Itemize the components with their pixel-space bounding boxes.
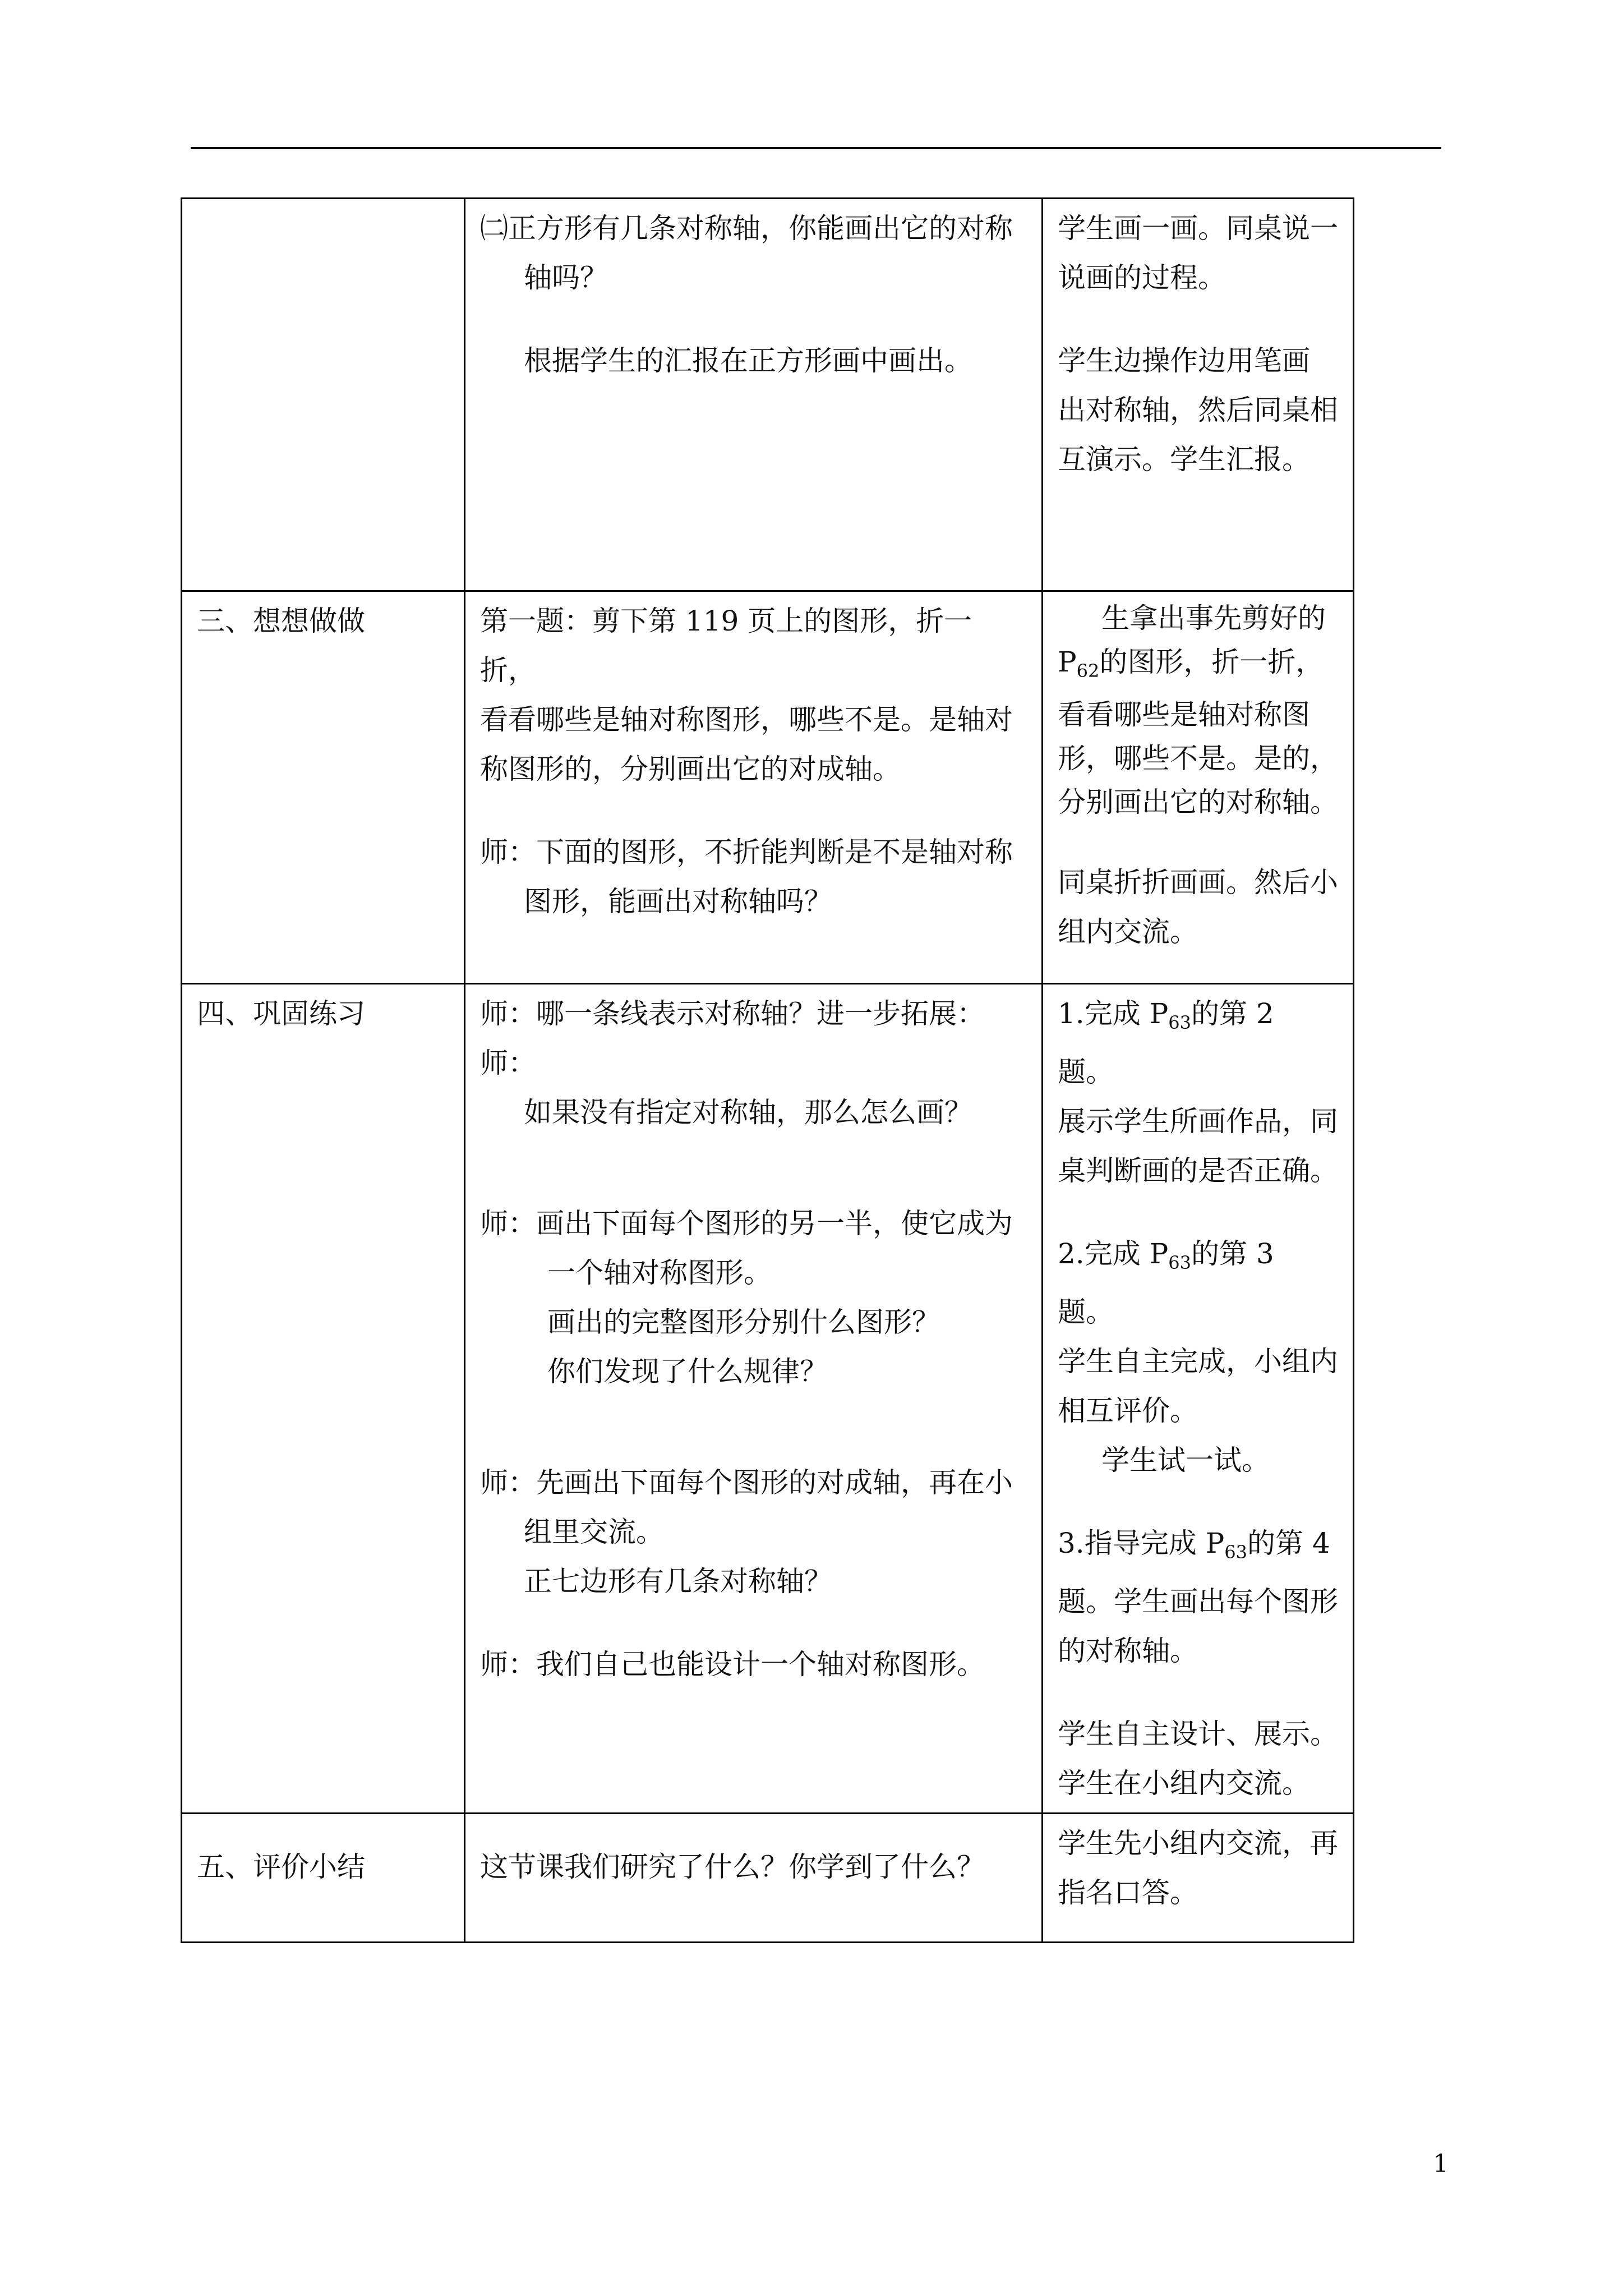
header-rule bbox=[191, 147, 1441, 149]
table-row bbox=[182, 984, 1354, 1814]
teacher-activity-cell: ㈡正方形有几条对称轴，你能画出它的对称 轴吗？ 根据学生的汇报在正方形画中画出。 bbox=[465, 199, 1043, 591]
stage-cell: 四、巩固练习 bbox=[182, 984, 465, 1814]
stage-cell: 五、评价小结 bbox=[182, 1814, 465, 1943]
table-row bbox=[182, 591, 1354, 984]
student-activity-cell: 学生先小组内交流，再 指名口答。 bbox=[1043, 1814, 1354, 1943]
student-activity-cell: 1.完成 $P_{63}$的第 2 题。 展示学生所画作品，同 桌判断画的是否正确。 2.完成 $P_{63}$的第 3 题。 学生自主完成，小组内 相互评价。 学生试一试。 3.指导完成 $P_{63}$的第 4 题。学生画出每个图形 的对称轴。 学生自主设计、展示。 学生在小组内交流。 bbox=[1043, 984, 1354, 1814]
page-number: 1 bbox=[1433, 2150, 1449, 2178]
lesson-plan-table bbox=[181, 197, 1354, 1943]
stage-cell bbox=[182, 199, 465, 591]
teacher-activity-cell: 师：哪一条线表示对称轴？进一步拓展：师： 如果没有指定对称轴，那么怎么画？ 师：画出下面每个图形的另一半，使它成为 一个轴对称图形。 画出的完整图形分别什么图形？ 你们发现了什么规律？ 师：先画出下面每个图形的对成轴，再在小 组里交流。 正七边形有几条对称轴？ 师：我们自己也能设计一个轴对称图形。 bbox=[465, 984, 1043, 1814]
teacher-activity-cell: 第一题：剪下第 119 页上的图形，折一折， 看看哪些是轴对称图形，哪些不是。是轴对 称图形的，分别画出它的对成轴。 师：下面的图形，不折能判断是不是轴对称 图形，能画出对称轴吗？ bbox=[465, 591, 1043, 984]
table-row bbox=[182, 199, 1354, 591]
table-row bbox=[182, 1814, 1354, 1943]
teacher-activity-cell: 这节课我们研究了什么？你学到了什么？ bbox=[465, 1814, 1043, 1943]
student-activity-cell: 生拿出事先剪好的 $P_{62}$的图形，折一折， 看看哪些是轴对称图 形，哪些不是。是的， 分别画出它的对称轴。 同桌折折画画。然后小 组内交流。 bbox=[1043, 591, 1354, 984]
student-activity-cell: 学生画一画。同桌说一 说画的过程。 学生边操作边用笔画 出对称轴，然后同桌相 互演示。学生汇报。 bbox=[1043, 199, 1354, 591]
stage-cell: 三、想想做做 bbox=[182, 591, 465, 984]
